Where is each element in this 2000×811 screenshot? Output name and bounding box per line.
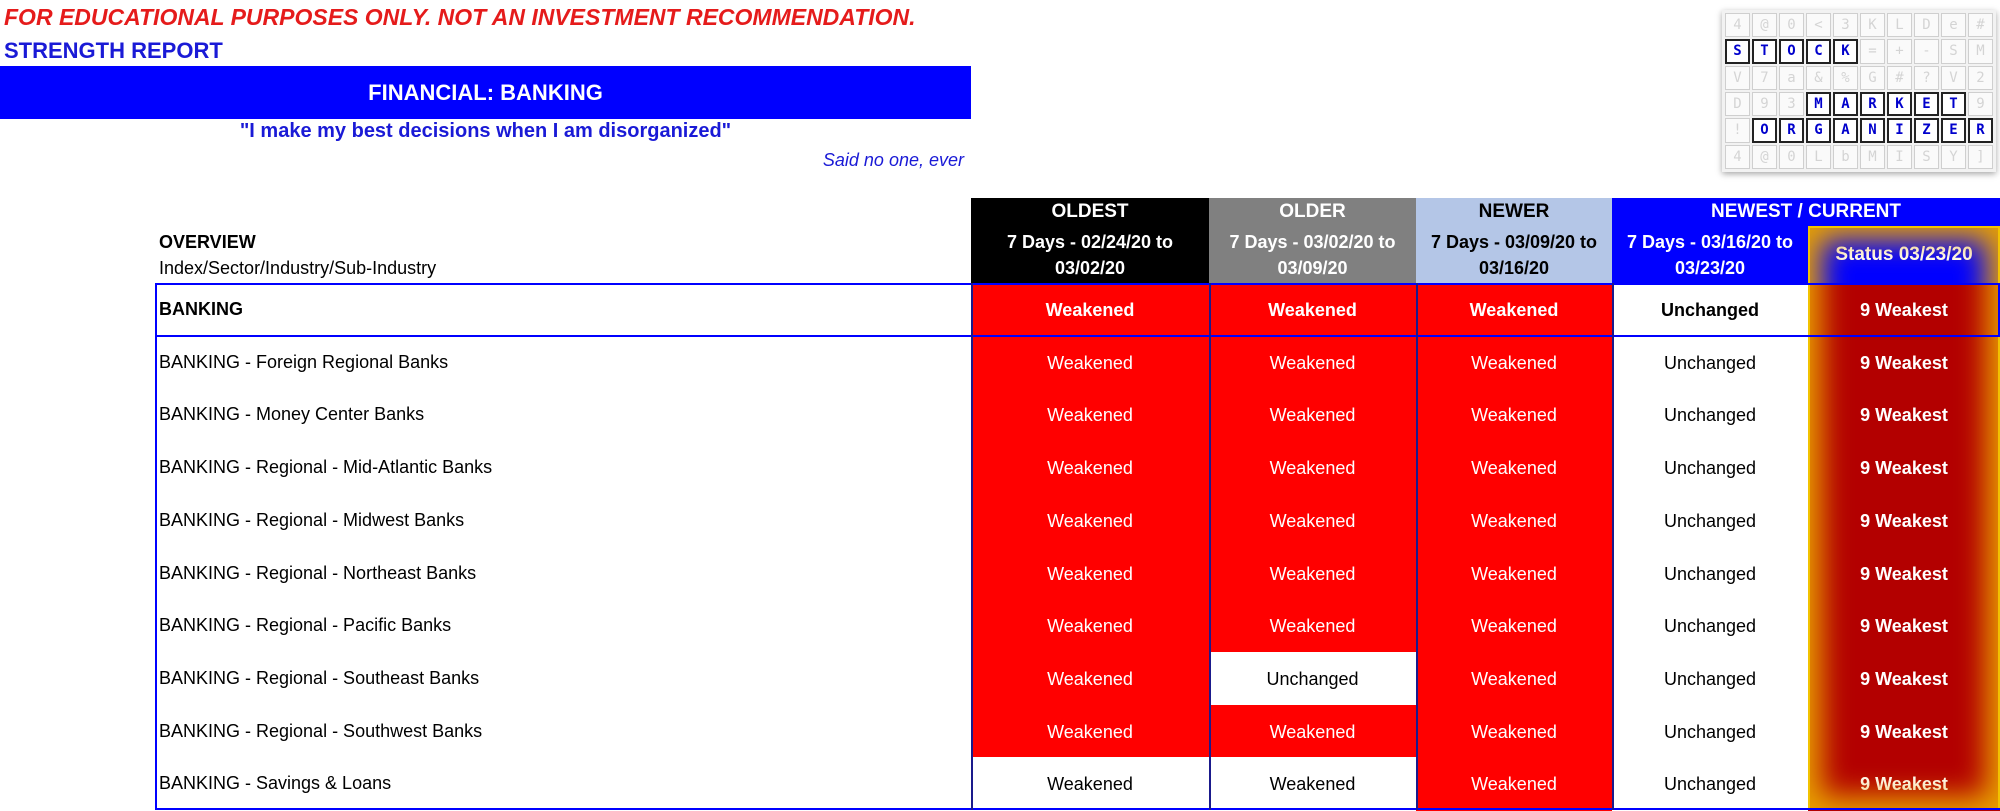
trend-cell: Weakened (971, 652, 1209, 706)
row-label: BANKING - Regional - Midwest Banks (159, 510, 465, 530)
logo-letter: D (1725, 92, 1750, 116)
logo-letter: D (1914, 13, 1939, 37)
trend-cell: Weakened (971, 547, 1209, 601)
trend-cell: Weakened (1416, 441, 1612, 495)
logo-letter: R (1968, 118, 1993, 142)
logo-letter: L (1806, 145, 1831, 169)
trend-cell: Weakened (1209, 336, 1416, 390)
trend-cell: Weakened (971, 494, 1209, 548)
logo-letter: G (1806, 118, 1831, 142)
logo-letter: ! (1725, 118, 1750, 142)
trend-cell: Weakened (971, 283, 1209, 337)
logo-letter: I (1887, 118, 1912, 142)
logo-letter: % (1833, 66, 1858, 90)
logo-letter: e (1941, 13, 1966, 37)
trend-cell: Weakened (1416, 705, 1612, 759)
trend-cell: Weakened (1416, 652, 1612, 706)
trend-cell: Weakened (1209, 441, 1416, 495)
column-group-header: OLDEST (971, 198, 1209, 226)
logo-letter: V (1941, 66, 1966, 90)
logo-letter: a (1779, 66, 1804, 90)
report-title: STRENGTH REPORT (4, 38, 223, 63)
trend-cell: Weakened (971, 599, 1209, 653)
status-cell: 9 Weakest (1808, 547, 2000, 601)
row-label: BANKING - Money Center Banks (159, 404, 425, 424)
row-label: BANKING - Regional - Southeast Banks (159, 668, 480, 688)
logo-letter: 3 (1779, 92, 1804, 116)
logo-letter: C (1806, 39, 1831, 63)
logo-letter: K (1860, 13, 1885, 37)
quote-attribution: Said no one, ever (822, 150, 964, 170)
logo-letter: 4 (1725, 13, 1750, 37)
trend-cell: Weakened (1209, 599, 1416, 653)
logo-letter: ] (1968, 145, 1993, 169)
column-date-range: 7 Days - 03/16/20 to 03/23/20 (1612, 226, 1808, 283)
trend-cell: Weakened (971, 757, 1209, 811)
column-group-header: NEWER (1416, 198, 1612, 226)
trend-cell: Weakened (1209, 705, 1416, 759)
logo-letter: ? (1914, 66, 1939, 90)
logo-letter: & (1806, 66, 1831, 90)
logo-letter: G (1860, 66, 1885, 90)
trend-cell: Unchanged (1612, 705, 1808, 759)
trend-cell: Weakened (1416, 336, 1612, 390)
logo-letter: R (1779, 118, 1804, 142)
logo-letter: A (1833, 92, 1858, 116)
logo-letter: T (1941, 92, 1966, 116)
trend-cell: Weakened (1416, 599, 1612, 653)
trend-cell: Weakened (1416, 757, 1612, 811)
logo-letter: 0 (1779, 145, 1804, 169)
quote: "I make my best decisions when I am disorganized" (239, 120, 732, 142)
logo-letter: M (1968, 39, 1993, 63)
logo-letter: # (1968, 13, 1993, 37)
logo-letter: 7 (1752, 66, 1777, 90)
sector-banner: FINANCIAL: BANKING (0, 66, 971, 119)
logo-letter: K (1833, 39, 1858, 63)
logo-letter: K (1887, 92, 1912, 116)
logo-letter: 9 (1752, 92, 1777, 116)
status-cell: 9 Weakest (1808, 599, 2000, 653)
table-left-border (155, 283, 157, 810)
logo-letter: b (1833, 145, 1858, 169)
row-label: BANKING (159, 299, 243, 319)
logo-letter: S (1725, 39, 1750, 63)
logo-letter: I (1887, 145, 1912, 169)
row-label: BANKING - Savings & Loans (159, 773, 392, 793)
trend-cell: Weakened (1209, 283, 1416, 337)
row-label: BANKING - Regional - Pacific Banks (159, 615, 452, 635)
trend-cell: Weakened (971, 441, 1209, 495)
logo-letter: O (1779, 39, 1804, 63)
logo-letter: Y (1941, 145, 1966, 169)
logo-letter: S (1914, 145, 1939, 169)
trend-cell: Weakened (971, 336, 1209, 390)
logo-letter: T (1752, 39, 1777, 63)
trend-cell: Weakened (971, 705, 1209, 759)
trend-cell: Weakened (1209, 494, 1416, 548)
logo-letter: V (1725, 66, 1750, 90)
logo-letter: E (1914, 92, 1939, 116)
status-cell: 9 Weakest (1808, 652, 2000, 706)
trend-cell: Unchanged (1209, 652, 1416, 706)
trend-cell: Unchanged (1612, 547, 1808, 601)
trend-cell: Weakened (1416, 547, 1612, 601)
row-label: BANKING - Regional - Mid-Atlantic Banks (159, 457, 493, 477)
column-date-range: 7 Days - 03/09/20 to 03/16/20 (1416, 226, 1612, 283)
logo (1722, 10, 1996, 172)
status-cell: 9 Weakest (1808, 494, 2000, 548)
trend-cell: Unchanged (1612, 336, 1808, 390)
trend-cell: Unchanged (1612, 757, 1808, 811)
trend-cell: Unchanged (1612, 652, 1808, 706)
trend-cell: Unchanged (1612, 283, 1808, 337)
logo-letter: Z (1914, 118, 1939, 142)
logo-letter: - (1914, 39, 1939, 63)
logo-letter: 3 (1833, 13, 1858, 37)
column-separator (1612, 283, 1614, 810)
logo-letter: 9 (1968, 92, 1993, 116)
status-cell: 9 Weakest (1808, 705, 2000, 759)
column-date-range: 7 Days - 02/24/20 to 03/02/20 (971, 226, 1209, 283)
logo-letter: @ (1752, 145, 1777, 169)
logo-letter: < (1806, 13, 1831, 37)
row-label: BANKING - Regional - Northeast Banks (159, 563, 477, 583)
overview-subtitle: Index/Sector/Industry/Sub-Industry (159, 258, 437, 278)
column-separator (1209, 283, 1211, 810)
logo-letter: L (1887, 13, 1912, 37)
column-group-header: NEWEST / CURRENT (1612, 198, 2000, 226)
status-cell: 9 Weakest (1808, 441, 2000, 495)
logo-letter: R (1860, 92, 1885, 116)
overview-label: OVERVIEW (159, 232, 256, 252)
logo-letter: 0 (1779, 13, 1804, 37)
logo-letter: 4 (1725, 145, 1750, 169)
status-cell: 9 Weakest (1808, 388, 2000, 442)
row-label: BANKING - Foreign Regional Banks (159, 352, 449, 372)
logo-letter: M (1806, 92, 1831, 116)
logo-letter: = (1860, 39, 1885, 63)
logo-letter: S (1941, 39, 1966, 63)
status-cell: 9 Weakest (1808, 336, 2000, 390)
logo-letter: 2 (1968, 66, 1993, 90)
logo-letter: @ (1752, 13, 1777, 37)
logo-letter: A (1833, 118, 1858, 142)
trend-cell: Weakened (971, 388, 1209, 442)
column-separator (1416, 283, 1418, 810)
column-date-range: 7 Days - 03/02/20 to 03/09/20 (1209, 226, 1416, 283)
column-group-header: OLDER (1209, 198, 1416, 226)
logo-letter: O (1752, 118, 1777, 142)
logo-letter: M (1860, 145, 1885, 169)
logo-letter: N (1860, 118, 1885, 142)
trend-cell: Unchanged (1612, 441, 1808, 495)
trend-cell: Unchanged (1612, 494, 1808, 548)
trend-cell: Weakened (1209, 388, 1416, 442)
column-separator (971, 283, 973, 810)
trend-cell: Unchanged (1612, 388, 1808, 442)
disclaimer: FOR EDUCATIONAL PURPOSES ONLY. NOT AN INVESTMENT RECOMMENDATION. (4, 4, 916, 30)
logo-letter: # (1887, 66, 1912, 90)
trend-cell: Unchanged (1612, 599, 1808, 653)
trend-cell: Weakened (1416, 283, 1612, 337)
logo-letter: + (1887, 39, 1912, 63)
trend-cell: Weakened (1209, 757, 1416, 811)
logo-letter: E (1941, 118, 1966, 142)
trend-cell: Weakened (1209, 547, 1416, 601)
status-cell: 9 Weakest (1808, 283, 2000, 337)
status-header: Status 03/23/20 (1808, 226, 2000, 283)
status-cell: 9 Weakest (1808, 757, 2000, 811)
trend-cell: Weakened (1416, 388, 1612, 442)
trend-cell: Weakened (1416, 494, 1612, 548)
row-label: BANKING - Regional - Southwest Banks (159, 721, 483, 741)
